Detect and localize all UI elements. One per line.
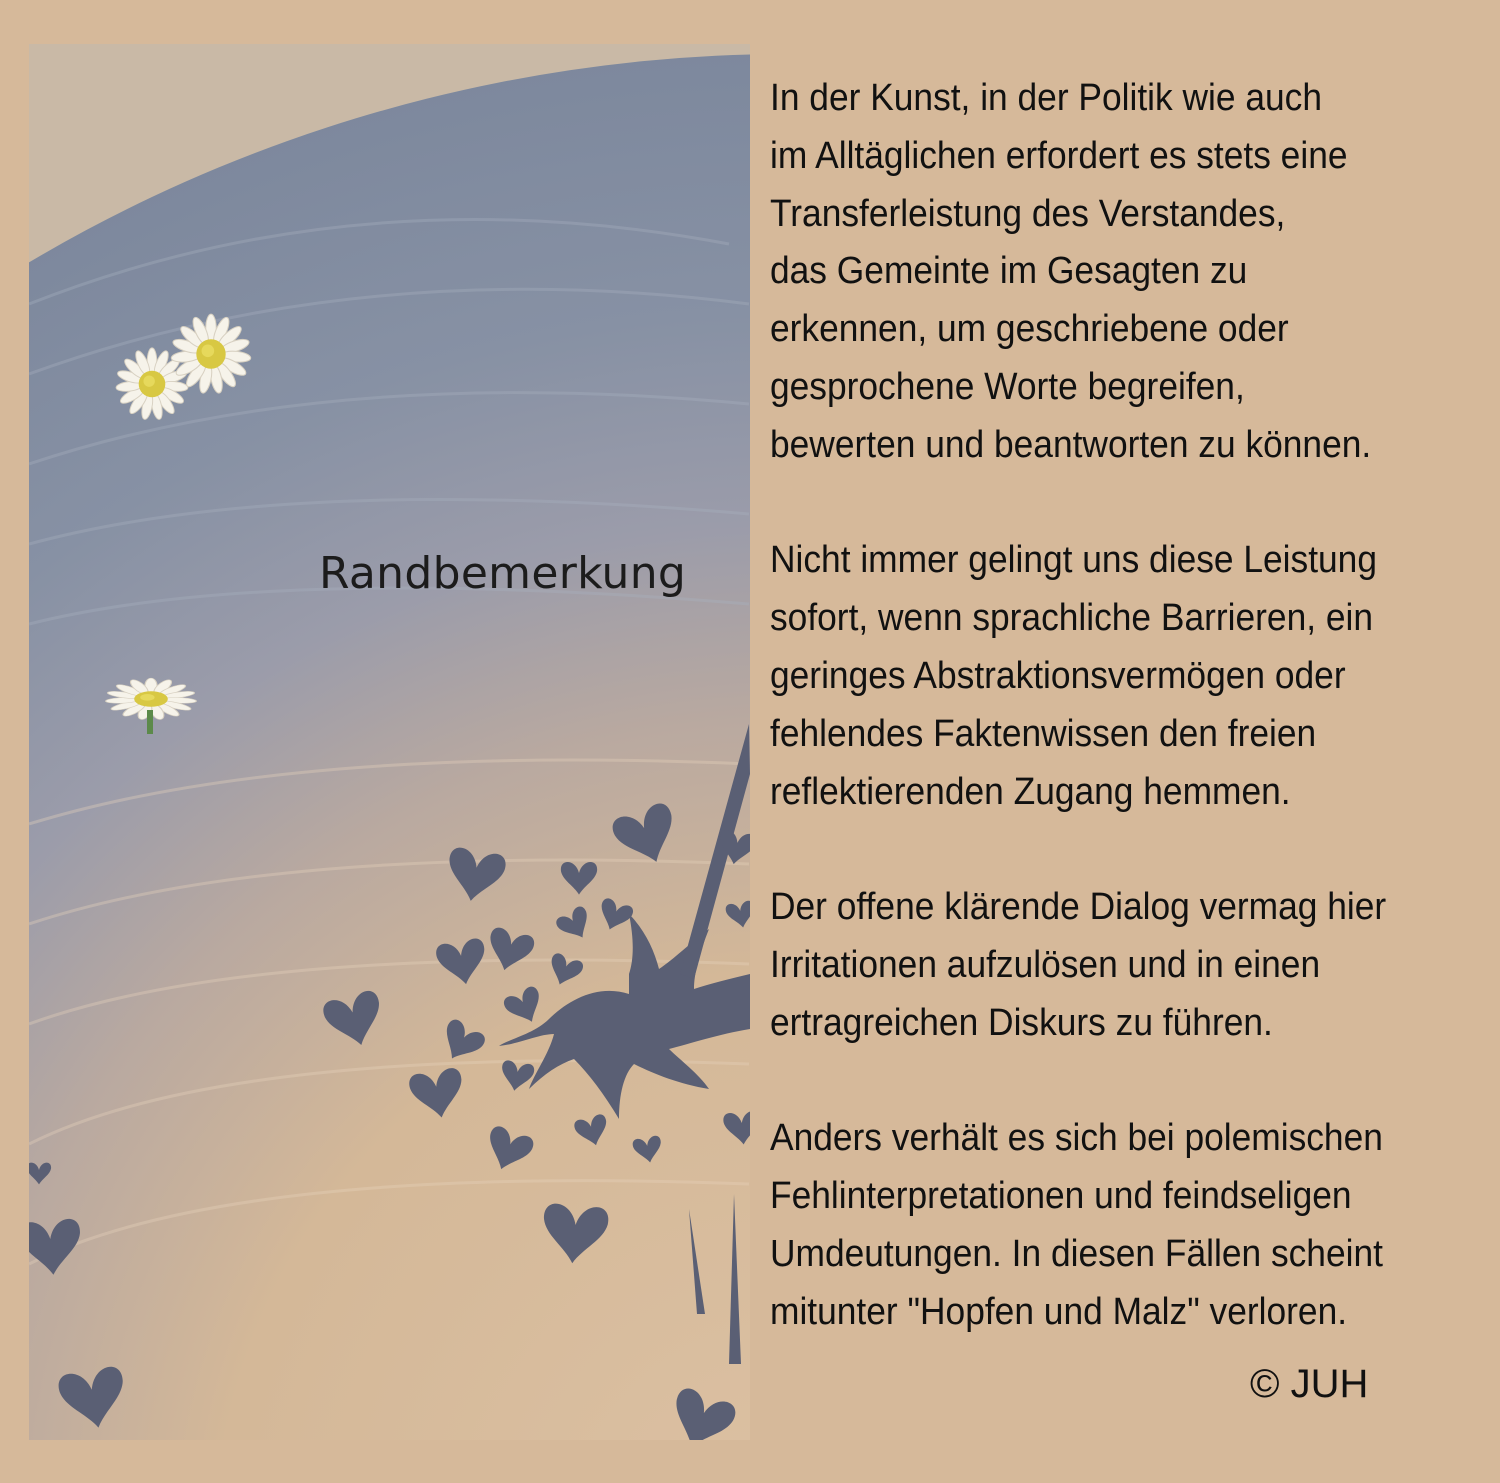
text-line: In der Kunst, in der Politik wie auch <box>770 77 1322 119</box>
paragraph <box>770 70 1490 475</box>
text-line: geringes Abstraktionsvermögen oder <box>770 654 1346 697</box>
photo-title: Randbemerkung <box>319 548 687 599</box>
text-line: bewerten und beantworten zu können. <box>770 423 1372 466</box>
text-line: sofort, wenn sprachliche Barrieren, ein <box>770 597 1374 640</box>
text-line: fehlendes Faktenwissen den freien <box>770 712 1317 755</box>
copyright-notice: © JUH <box>1250 1362 1369 1406</box>
paragraph <box>770 879 1490 1052</box>
text-line: das Gemeinte im Gesagten zu <box>770 250 1248 293</box>
text-line: Nicht immer gelingt uns diese Leistung <box>770 539 1377 582</box>
painted-plate-illustration <box>29 44 750 1440</box>
text-line: Der offene klärende Dialog vermag hier <box>770 886 1387 929</box>
photo-plate <box>29 44 750 1440</box>
text-line: Transferleistung des Verstandes, <box>770 192 1286 235</box>
text-line: Irritationen aufzulösen und in einen <box>770 943 1321 986</box>
text-line: mitunter "Hopfen und Malz" verloren. <box>770 1290 1348 1333</box>
text-line: reflektierenden Zugang hemmen. <box>770 770 1291 813</box>
paragraph <box>770 532 1490 821</box>
paragraph <box>770 1110 1490 1341</box>
text-line: ertragreichen Diskurs zu führen. <box>770 1001 1273 1044</box>
text-line: gesprochene Worte begreifen, <box>770 365 1245 408</box>
text-line: Fehlinterpretationen und feindseligen <box>770 1175 1352 1218</box>
text-line: erkennen, um geschriebene oder <box>770 308 1289 351</box>
text-column <box>770 70 1490 1399</box>
text-line: Umdeutungen. In diesen Fällen scheint <box>770 1232 1383 1275</box>
text-line: im Alltäglichen erfordert es stets eine <box>770 134 1348 177</box>
text-line: Anders verhält es sich bei polemischen <box>770 1117 1383 1160</box>
